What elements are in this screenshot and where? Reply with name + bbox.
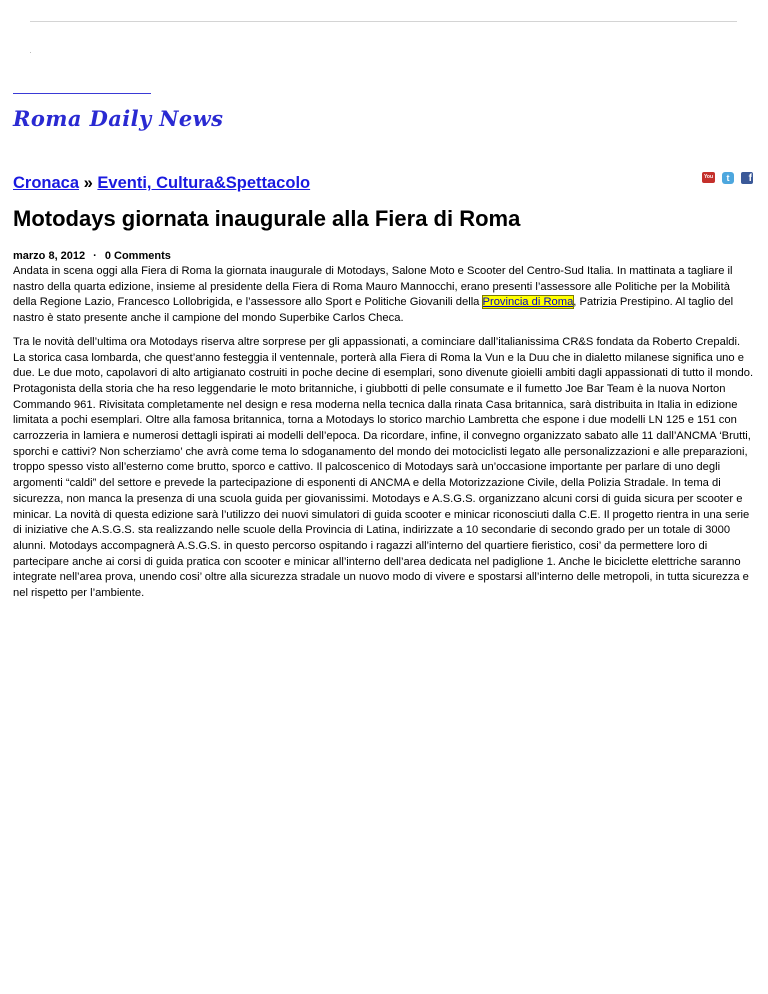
article-meta xyxy=(13,250,171,262)
facebook-icon[interactable]: f xyxy=(741,172,753,184)
paragraph-1: Andata in scena oggi alla Fiera di Roma la giornata inaugurale di Motodays, Salone Moto e Scooter del Centro-Sud Italia. In mattinata a tagliare il nastro della quarta edizione, insieme al presidente della Fiera di Roma Mauro Mannocchi, erano presenti l’assessore alle Politiche per la Mobilità della Regione Lazio, Francesco Lollobrigida, e l’assessore allo Sport e Politiche Giovanili della Provincia di Roma, Patrizia Prestipino. Al taglio del nastro è stato presente anche il campione del mondo Superbike Carlos Checa. xyxy=(13,265,734,325)
comments-link[interactable]: 0 Comments xyxy=(104,250,171,262)
breadcrumb-subcategory-link[interactable]: Eventi, Cultura&Spettacolo xyxy=(97,174,311,192)
decorative-dot xyxy=(30,52,31,53)
youtube-icon[interactable]: You Tube xyxy=(702,174,715,191)
paragraph-2: Tra le novità dell’ultima ora Motodays riserva altre sorprese per gli appassionati, a cominciare dall’italianissima CR&S fondata da Roberto Crepaldi. La storica casa lombarda, che quest’anno festeggia il ventennale, porterà alla Fiera di Roma la Vun e la Duu che in dialetto milanese significa uno e due. Le due moto, capolavori di alto artigianato costruiti in poche decine di esemplari, sono divenute gioielli ambiti dagli appassionati di tutto il mondo. Protagonista della storia che ha reso leggendarie le moto britanniche, i giubbotti di pelle consumate e il fumetto Joe Bar Team è la nuova Norton Commando 961. Rivisitata completamente nel design e resa moderna nella tecnica dalla rinata Casa britannica, sarà distribuita in Italia in edizione limitata a pochi esemplari. Oltre alla famosa britannica, torna a Motodays lo storico marchio Lambretta che espone i due modelli LN 125 e 151 con carrozzeria in lamiera e numerosi dettagli ispirati ai modelli dell’epoca. Da ricordare, infine, il convegno organizzato sabato alle 11 dall’ANCMA ‘Brutti, sporchi e cattivi? Non scherziamo’ che avrà come tema lo sdoganamento del mondo dei motociclisti legato alle personalizzazioni e alle preparazioni, troppo spesso visto all’esterno come brutto, sporco e cattivo. Il palcoscenico di Motodays sarà un’occasione importante per parlare di uno degli argomenti “caldi” del settore e prevede la partecipazione di esponenti di ANCMA e della Motorizzazione Civile, della Polizia Stradale. In tema di sicurezza, non manca la presenza di una scuola guida per giovanissimi. Motodays e A.S.G.S. organizzano alcuni corsi di guida sicura per scooter e minicar. La novità di questa edizione sarà l’utilizzo dei nuovi simulatori di guida scooter e minicar riconosciuti dalla C.E. Il progetto rientra in una serie di iniziative che A.S.G.S. sta realizzando nelle scuole della Provincia di Latina, indirizzate a 10 secondarie di secondo grado per un totale di 3000 alunni. Motodays accompagnerà A.S.G.S. in questo percorso ospitando i ragazzi all’interno del quartiere fieristico, cosi’ da permettere loro di partecipare anche ai corsi di guida pratica con scooter e minicar all’interno dell’area dedicata nel padiglione 1. Anche le biciclette elettriche saranno integrate nell’area prova, unendo cosi’ oltre alla sicurezza stradale un nuovo modo di vivere e spostarsi all’interno delle metropoli, in tutta sicurezza e nel rispetto per l’ambiente. xyxy=(13,335,754,600)
site-logo[interactable]: Roma Daily News xyxy=(13,106,224,131)
breadcrumb-separator: » xyxy=(83,174,93,192)
breadcrumb xyxy=(13,174,310,193)
article-title: Motodays giornata inaugurale alla Fiera di Roma xyxy=(13,206,521,231)
top-divider xyxy=(30,21,737,22)
logo-divider xyxy=(13,93,151,94)
provincia-di-roma-link[interactable]: Provincia di Roma xyxy=(482,296,574,309)
twitter-icon[interactable]: t xyxy=(722,172,734,184)
article-body xyxy=(13,264,755,610)
breadcrumb-category-link[interactable]: Cronaca xyxy=(13,174,80,192)
meta-separator: · xyxy=(93,250,97,262)
article-date: marzo 8, 2012 xyxy=(13,250,86,262)
